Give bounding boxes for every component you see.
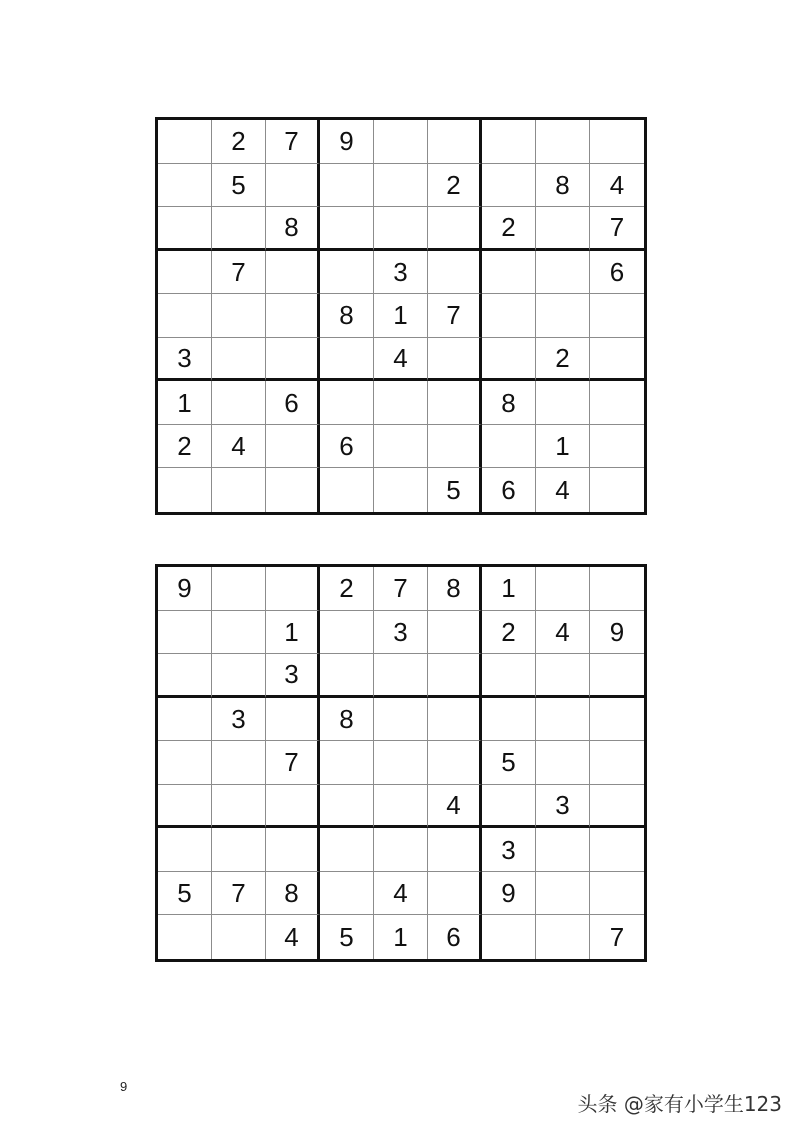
sudoku-cell: 4 [212,425,266,469]
sudoku-cell[interactable] [536,120,590,164]
sudoku-cell: 1 [482,567,536,611]
sudoku-cell[interactable] [428,698,482,742]
sudoku-cell: 3 [266,654,320,698]
sudoku-cell: 6 [320,425,374,469]
sudoku-cell[interactable] [266,785,320,829]
sudoku-cell[interactable] [212,654,266,698]
sudoku-cell[interactable] [374,425,428,469]
sudoku-cell: 6 [428,915,482,959]
sudoku-cell[interactable] [374,120,428,164]
sudoku-cell[interactable] [428,251,482,295]
sudoku-cell[interactable] [158,785,212,829]
sudoku-cell[interactable] [158,468,212,512]
sudoku-cell[interactable] [482,294,536,338]
sudoku-cell[interactable] [212,381,266,425]
sudoku-cell[interactable] [590,120,644,164]
sudoku-board-1 [155,117,647,515]
sudoku-cell: 7 [374,567,428,611]
sudoku-cell: 4 [374,872,428,916]
sudoku-cell: 1 [374,915,428,959]
sudoku-cell[interactable] [374,785,428,829]
sudoku-cell[interactable] [374,654,428,698]
sudoku-cell[interactable] [158,207,212,251]
sudoku-cell[interactable] [374,828,428,872]
sudoku-cell: 1 [158,381,212,425]
sudoku-cell[interactable] [266,338,320,382]
sudoku-cell[interactable] [536,872,590,916]
sudoku-cell[interactable] [266,468,320,512]
sudoku-cell[interactable] [590,425,644,469]
sudoku-cell: 7 [266,741,320,785]
sudoku-cell[interactable] [320,468,374,512]
sudoku-board-2 [155,564,647,962]
sudoku-cell[interactable] [482,915,536,959]
sudoku-cell[interactable] [158,251,212,295]
sudoku-cell[interactable] [158,654,212,698]
sudoku-cell[interactable] [536,294,590,338]
sudoku-cell: 6 [482,468,536,512]
sudoku-cell: 2 [428,164,482,208]
sudoku-cell[interactable] [374,164,428,208]
sudoku-cell[interactable] [266,164,320,208]
sudoku-cell: 3 [536,785,590,829]
sudoku-cell[interactable] [428,611,482,655]
sudoku-cell: 5 [320,915,374,959]
sudoku-cell: 8 [320,294,374,338]
sudoku-cell: 4 [374,338,428,382]
sudoku-cell[interactable] [428,654,482,698]
sudoku-cell[interactable] [374,207,428,251]
sudoku-cell: 1 [266,611,320,655]
sudoku-cell[interactable] [590,785,644,829]
sudoku-cell: 4 [536,611,590,655]
sudoku-cell[interactable] [212,567,266,611]
sudoku-cell[interactable] [590,828,644,872]
sudoku-cell[interactable] [536,654,590,698]
sudoku-cell[interactable] [374,698,428,742]
sudoku-cell[interactable] [212,741,266,785]
sudoku-cell: 9 [590,611,644,655]
sudoku-cell[interactable] [590,338,644,382]
sudoku-cell[interactable] [536,915,590,959]
sudoku-cell[interactable] [320,872,374,916]
sudoku-cell[interactable] [590,294,644,338]
sudoku-cell[interactable] [482,164,536,208]
sudoku-cell[interactable] [482,425,536,469]
sudoku-cell: 5 [158,872,212,916]
sudoku-cell[interactable] [212,828,266,872]
sudoku-cell: 4 [536,468,590,512]
sudoku-cell: 7 [212,251,266,295]
sudoku-cell: 5 [482,741,536,785]
sudoku-cell[interactable] [428,338,482,382]
sudoku-cell: 2 [482,207,536,251]
sudoku-cell[interactable] [320,785,374,829]
sudoku-cell[interactable] [536,698,590,742]
sudoku-cell[interactable] [266,567,320,611]
sudoku-cell[interactable] [374,741,428,785]
sudoku-cell[interactable] [428,120,482,164]
sudoku-cell[interactable] [590,567,644,611]
sudoku-cell[interactable] [590,381,644,425]
sudoku-cell[interactable] [158,741,212,785]
sudoku-cell[interactable] [590,654,644,698]
sudoku-cell[interactable] [482,338,536,382]
sudoku-cell[interactable] [212,785,266,829]
sudoku-cell[interactable] [320,828,374,872]
watermark: 头条 @家有小学生123 [577,1092,782,1116]
sudoku-cell[interactable] [482,120,536,164]
sudoku-cell: 8 [266,207,320,251]
sudoku-cell[interactable] [536,207,590,251]
sudoku-cell[interactable] [266,251,320,295]
sudoku-cell: 3 [374,251,428,295]
sudoku-cell[interactable] [536,251,590,295]
sudoku-cell: 3 [374,611,428,655]
sudoku-cell: 7 [428,294,482,338]
sudoku-cell: 2 [212,120,266,164]
sudoku-cell: 3 [158,338,212,382]
sudoku-cell[interactable] [158,611,212,655]
sudoku-cell[interactable] [482,251,536,295]
sudoku-cell[interactable] [482,654,536,698]
sudoku-cell[interactable] [590,698,644,742]
sudoku-cell[interactable] [428,828,482,872]
sudoku-cell[interactable] [158,164,212,208]
sudoku-cell: 8 [428,567,482,611]
sudoku-cell[interactable] [590,468,644,512]
sudoku-cell[interactable] [536,567,590,611]
sudoku-cell: 4 [266,915,320,959]
sudoku-cell: 4 [590,164,644,208]
sudoku-cell: 4 [428,785,482,829]
sudoku-cell: 6 [266,381,320,425]
sudoku-cell[interactable] [428,381,482,425]
sudoku-cell: 2 [158,425,212,469]
sudoku-cell[interactable] [374,468,428,512]
page-number: 9 [120,1079,128,1094]
sudoku-cell: 1 [374,294,428,338]
sudoku-cell[interactable] [374,381,428,425]
sudoku-cell: 1 [536,425,590,469]
sudoku-cell: 7 [266,120,320,164]
sudoku-cell: 7 [609,922,625,953]
sudoku-cell[interactable] [266,698,320,742]
sudoku-cell[interactable] [320,164,374,208]
sudoku-cell[interactable] [428,741,482,785]
sudoku-cell[interactable] [320,611,374,655]
sudoku-cell[interactable] [320,654,374,698]
sudoku-cell: 6 [590,251,644,295]
sudoku-cell[interactable] [536,741,590,785]
sudoku-cell: 2 [536,338,590,382]
sudoku-cell[interactable] [536,381,590,425]
sudoku-cell[interactable] [158,294,212,338]
sudoku-cell[interactable] [482,698,536,742]
sudoku-cell[interactable] [590,741,644,785]
sudoku-cell[interactable] [212,915,266,959]
sudoku-cell[interactable] [320,338,374,382]
sudoku-cell[interactable] [266,425,320,469]
sudoku-cell: 5 [212,164,266,208]
sudoku-cell[interactable] [266,294,320,338]
sudoku-cell[interactable] [428,872,482,916]
sudoku-cell: 9 [320,120,374,164]
sudoku-cell[interactable] [320,251,374,295]
sudoku-cell[interactable] [428,425,482,469]
sudoku-cell: 2 [320,567,374,611]
sudoku-cell: 8 [482,381,536,425]
sudoku-cell[interactable] [536,828,590,872]
sudoku-cell[interactable] [158,828,212,872]
sudoku-cell[interactable] [212,611,266,655]
sudoku-cell: 8 [266,872,320,916]
sudoku-cell[interactable] [428,207,482,251]
sudoku-cell[interactable] [158,120,212,164]
sudoku-cell[interactable] [320,381,374,425]
sudoku-cell: 9 [482,872,536,916]
sudoku-cell[interactable] [212,338,266,382]
sudoku-cell: 8 [536,164,590,208]
sudoku-cell: 3 [212,698,266,742]
sudoku-cell: 7 [212,872,266,916]
sudoku-cell[interactable] [266,828,320,872]
sudoku-cell: 2 [482,611,536,655]
sudoku-cell: 9 [158,567,212,611]
sudoku-cell[interactable] [158,915,212,959]
sudoku-cell[interactable] [590,872,644,916]
sudoku-cell: 7 [590,207,644,251]
sudoku-cell: 3 [482,828,536,872]
sudoku-cell: 8 [320,698,374,742]
sudoku-cell[interactable] [158,698,212,742]
sudoku-cell: 5 [428,468,482,512]
sudoku-cell[interactable] [320,741,374,785]
sudoku-cell[interactable] [212,294,266,338]
sudoku-cell[interactable] [482,785,536,829]
sudoku-cell[interactable] [212,468,266,512]
sudoku-cell[interactable] [212,207,266,251]
sudoku-cell[interactable] [320,207,374,251]
